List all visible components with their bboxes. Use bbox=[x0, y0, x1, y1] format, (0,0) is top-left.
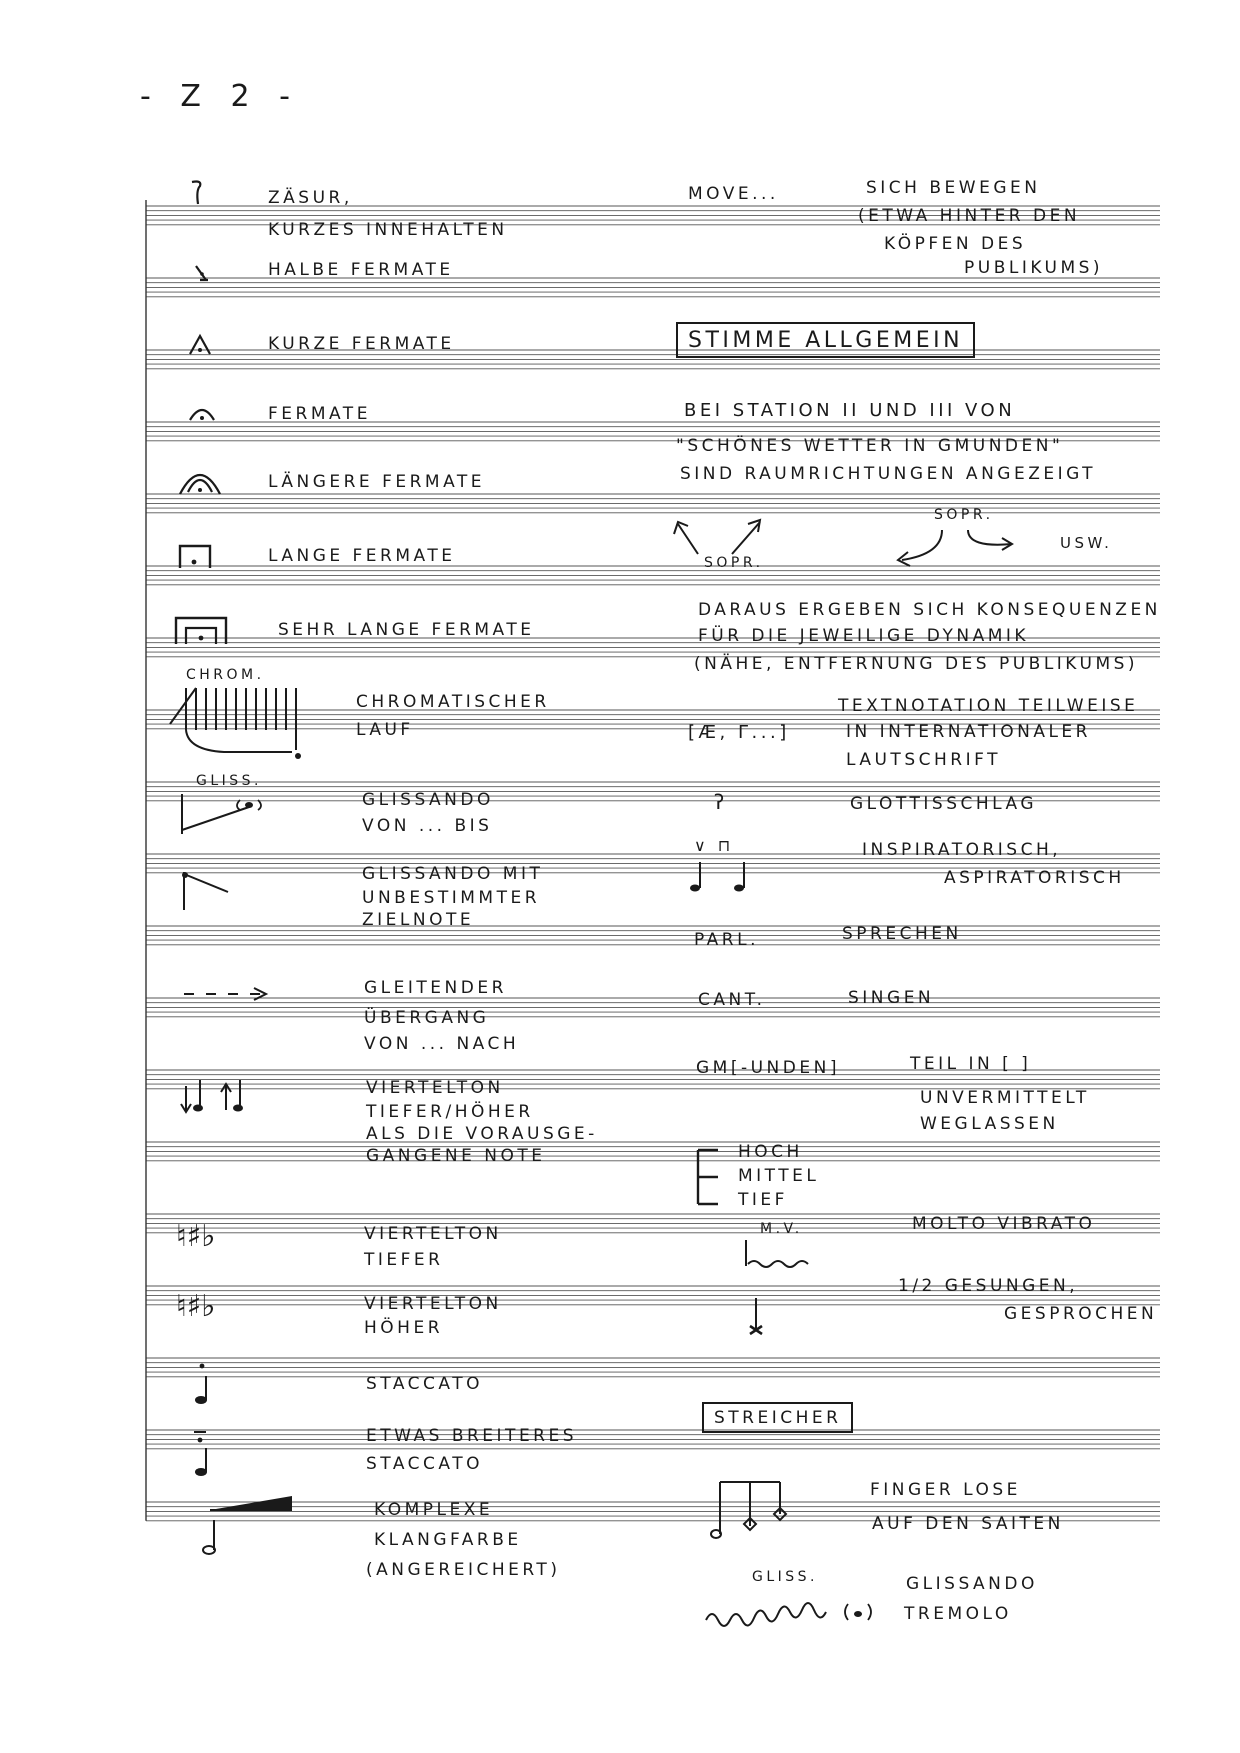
cant-meaning: SINGEN bbox=[848, 988, 935, 1008]
quarter-tone-higher-label-2: HÖHER bbox=[364, 1318, 444, 1338]
chromatic-run-icon bbox=[164, 680, 334, 770]
voice-general-heading: STIMME ALLGEMEIN bbox=[676, 322, 975, 358]
ipa-symbol: [Æ, Γ...] bbox=[688, 722, 790, 743]
complex-timbre-label: KOMPLEXE bbox=[374, 1500, 494, 1520]
move-description-3: KÖPFEN DES bbox=[884, 234, 1027, 254]
quarter-tone-higher-label: VIERTELTON bbox=[364, 1294, 502, 1314]
chrom-label: CHROM. bbox=[186, 667, 265, 683]
move-description-2: (ETWA HINTER DEN bbox=[858, 206, 1081, 226]
caesura-icon bbox=[180, 178, 220, 208]
glottal-label: GLOTTISSCHLAG bbox=[850, 794, 1038, 814]
half-fermata-label: HALBE FERMATE bbox=[268, 260, 454, 280]
quarter-tone-label-3: ALS DIE VORAUSGE- bbox=[366, 1124, 598, 1144]
gliding-transition-label-2: ÜBERGANG bbox=[364, 1008, 490, 1028]
parl-label: PARL. bbox=[694, 930, 759, 950]
gliding-transition-label-3: VON ... NACH bbox=[364, 1034, 520, 1054]
register-low: TIEF bbox=[738, 1190, 788, 1210]
dynamics-text: DARAUS ERGEBEN SICH KONSEQUENZEN bbox=[698, 600, 1161, 620]
broad-staccato-label: ETWAS BREITERES bbox=[366, 1426, 578, 1446]
half-sung-label: 1/2 GESUNGEN, bbox=[898, 1276, 1079, 1296]
move-label: MOVE... bbox=[688, 184, 779, 204]
glissando-undetermined-icon bbox=[176, 866, 256, 914]
quarter-tone-flat-icon: ♮♯♭ bbox=[176, 1219, 216, 1254]
half-fermata-icon bbox=[190, 258, 220, 284]
harmonic-notes-icon bbox=[706, 1478, 796, 1542]
long-fermata-icon bbox=[176, 540, 216, 572]
parl-meaning: SPRECHEN bbox=[842, 924, 962, 944]
register-high: HOCH bbox=[738, 1142, 803, 1162]
molto-vibrato-symbol: M.V. bbox=[760, 1221, 803, 1237]
cant-label: CANT. bbox=[698, 990, 766, 1010]
gmunden-description-3: WEGLASSEN bbox=[920, 1114, 1059, 1134]
gmunden-label: GM[-UNDEN] bbox=[696, 1058, 840, 1078]
molto-vibrato-label: MOLTO VIBRATO bbox=[912, 1214, 1096, 1234]
complex-timbre-label-2: KLANGFARBE bbox=[374, 1530, 522, 1550]
stations-text: BEI STATION II UND III VON bbox=[684, 400, 1016, 421]
quarter-tone-sharp-icon: ♮♯♭ bbox=[176, 1289, 216, 1324]
gmunden-description-2: UNVERMITTELT bbox=[920, 1088, 1090, 1108]
staccato-icon bbox=[186, 1360, 226, 1408]
fermata-icon bbox=[186, 400, 222, 426]
sopr-label-1: SOPR. bbox=[704, 555, 764, 571]
chromatic-run-label-2: LAUF bbox=[356, 720, 414, 740]
glissando-icon bbox=[174, 790, 284, 840]
glissando-label: GLISSANDO bbox=[362, 790, 494, 810]
curved-arrows-icon bbox=[892, 526, 1022, 572]
sopr-label-2: SOPR. bbox=[934, 507, 994, 523]
stations-text-3: SIND RAUMRICHTUNGEN ANGEZEIGT bbox=[680, 464, 1097, 484]
glissando-undetermined-label-2: UNBESTIMMTER bbox=[362, 888, 541, 908]
register-middle: MITTEL bbox=[738, 1166, 820, 1186]
glottal-symbol: ʔ bbox=[714, 790, 728, 814]
gliss-tremolo-symbol-label: GLISS. bbox=[752, 1569, 819, 1585]
half-sung-note-icon bbox=[744, 1296, 774, 1340]
quarter-tone-label-2: TIEFER/HÖHER bbox=[366, 1102, 534, 1122]
move-description-4: PUBLIKUMS) bbox=[964, 258, 1104, 278]
dynamics-text-2: FÜR DIE JEWEILIGE DYNAMIK bbox=[698, 626, 1030, 646]
finger-loose-label: FINGER LOSE bbox=[870, 1480, 1021, 1500]
move-description: SICH BEWEGEN bbox=[866, 178, 1041, 198]
short-fermata-label: KURZE FERMATE bbox=[268, 334, 455, 354]
broad-staccato-label-2: STACCATO bbox=[366, 1454, 484, 1474]
gliss-tremolo-icon bbox=[700, 1598, 880, 1634]
vibrato-wave-icon bbox=[738, 1236, 828, 1276]
etc-label: USW. bbox=[1060, 534, 1113, 552]
ipa-description-3: LAUTSCHRIFT bbox=[846, 750, 1001, 770]
quarter-tone-label: VIERTELTON bbox=[366, 1078, 504, 1098]
glissando-tremolo-label-2: TREMOLO bbox=[904, 1604, 1012, 1624]
breath-symbol: ∨ ⊓ bbox=[694, 836, 734, 855]
page-number: - Z 2 - bbox=[140, 79, 300, 114]
long-fermata-label: LANGE FERMATE bbox=[268, 546, 456, 566]
fermata-label: FERMATE bbox=[268, 404, 371, 424]
stations-text-2: "SCHÖNES WETTER IN GMUNDEN" bbox=[676, 436, 1064, 456]
complex-timbre-icon bbox=[200, 1490, 310, 1558]
caesura-description: KURZES INNEHALTEN bbox=[268, 220, 508, 240]
gmunden-description: TEIL IN [ ] bbox=[910, 1054, 1032, 1074]
half-spoken-label: GESPROCHEN bbox=[1004, 1304, 1158, 1324]
gliding-transition-label: GLEITENDER bbox=[364, 978, 507, 998]
quarter-tone-lower-label: VIERTELTON bbox=[364, 1224, 502, 1244]
quarter-tone-label-4: GANGENE NOTE bbox=[366, 1146, 546, 1166]
quarter-tone-lower-label-2: TIEFER bbox=[364, 1250, 444, 1270]
longer-fermata-icon bbox=[176, 462, 226, 498]
ipa-description: TEXTNOTATION TEILWEISE bbox=[838, 696, 1139, 716]
short-fermata-icon bbox=[186, 332, 216, 358]
quarter-tone-arrows-icon bbox=[174, 1074, 264, 1118]
dynamics-text-3: (NÄHE, ENTFERNUNG DES PUBLIKUMS) bbox=[694, 654, 1139, 674]
tenuto-staccato-icon bbox=[186, 1428, 226, 1478]
glissando-tremolo-label: GLISSANDO bbox=[906, 1574, 1038, 1594]
glissando-range-label: VON ... BIS bbox=[362, 816, 493, 836]
finger-loose-label-2: AUF DEN SAITEN bbox=[872, 1514, 1064, 1534]
breath-description-2: ASPIRATORISCH bbox=[944, 868, 1125, 888]
very-long-fermata-icon bbox=[172, 614, 232, 648]
staccato-label: STACCATO bbox=[366, 1374, 484, 1394]
complex-timbre-label-3: (ANGEREICHERT) bbox=[366, 1560, 561, 1580]
ipa-description-2: IN INTERNATIONALER bbox=[846, 722, 1091, 742]
dashed-arrow-icon bbox=[180, 984, 280, 1004]
register-bracket-icon bbox=[690, 1144, 740, 1214]
breath-description: INSPIRATORISCH, bbox=[862, 840, 1062, 860]
strings-heading: STREICHER bbox=[702, 1402, 853, 1433]
glissando-undetermined-label-3: ZIELNOTE bbox=[362, 910, 475, 930]
gliss-label: GLISS. bbox=[196, 773, 263, 789]
chromatic-run-label: CHROMATISCHER bbox=[356, 692, 550, 712]
caesura-label: ZÄSUR, bbox=[268, 188, 353, 208]
glissando-undetermined-label: GLISSANDO MIT bbox=[362, 864, 544, 884]
very-long-fermata-label: SEHR LANGE FERMATE bbox=[278, 620, 535, 640]
breath-notes-icon bbox=[688, 858, 768, 894]
longer-fermata-label: LÄNGERE FERMATE bbox=[268, 472, 486, 492]
